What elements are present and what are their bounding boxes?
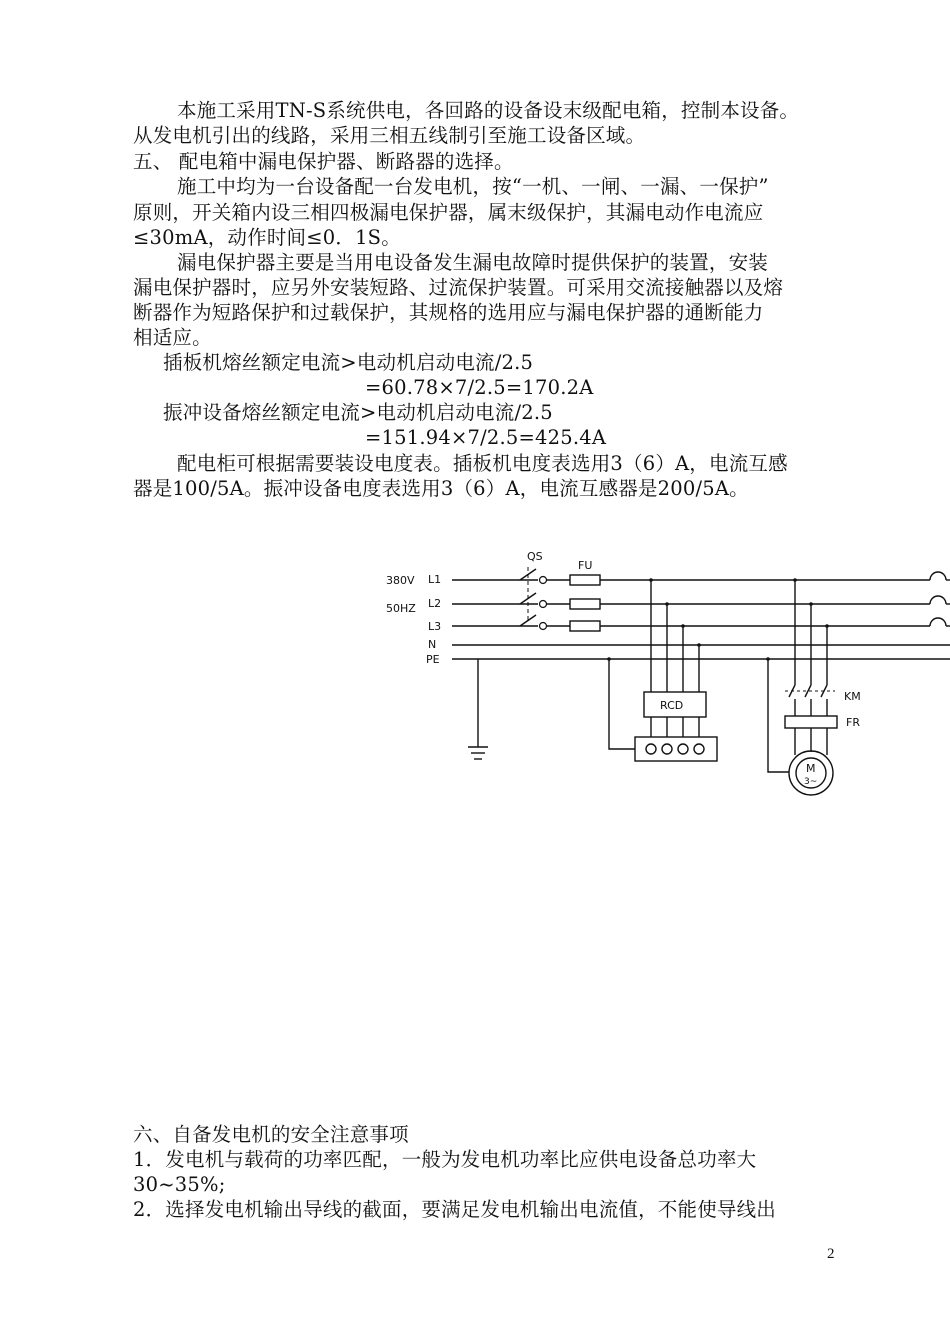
section-heading-5: 五、 配电箱中漏电保护器、断路器的选择。	[133, 150, 514, 173]
formula-line: 插板机熔丝额定电流>电动机启动电流/2.5	[163, 351, 534, 374]
label-l3: L3	[428, 620, 442, 633]
paragraph-line: 漏电保护器时，应另外安装短路、过流保护装置。可采用交流接触器以及熔	[133, 276, 784, 299]
label-fu: FU	[578, 559, 593, 572]
paragraph-line: 施工中均为一台设备配一台发电机，按“一机、一闸、一漏、一保护”	[177, 175, 769, 198]
paragraph-line: ≤30mA，动作时间≤0．1S。	[133, 226, 401, 249]
wiring-diagram	[360, 545, 950, 805]
paragraph-line: 漏电保护器主要是当用电设备发生漏电故障时提供保护的装置，安装	[177, 251, 769, 274]
label-l2: L2	[428, 597, 442, 610]
label-motor: M	[806, 762, 816, 775]
paragraph-line: 断器作为短路保护和过载保护，其规格的选用应与漏电保护器的通断能力	[133, 301, 764, 324]
label-km: KM	[844, 690, 861, 703]
paragraph-line: 本施工采用TN-S系统供电，各回路的设备设末级配电箱，控制本设备。	[177, 99, 800, 122]
formula-line: =60.78×7/2.5=170.2A	[365, 376, 594, 399]
formula-line: =151.94×7/2.5=425.4A	[365, 426, 607, 449]
paragraph-line: 从发电机引出的线路，采用三相五线制引至施工设备区域。	[133, 124, 646, 147]
paragraph-line: 器是100/5A。振冲设备电度表选用3（6）A，电流互感器是200/5A。	[133, 477, 749, 500]
formula-line: 振冲设备熔丝额定电流>电动机启动电流/2.5	[163, 401, 553, 424]
section-heading-6: 六、自备发电机的安全注意事项	[133, 1123, 409, 1146]
label-fr: FR	[846, 716, 860, 729]
label-pe: PE	[426, 653, 440, 666]
label-frequency: 50HZ	[386, 602, 416, 615]
paragraph-line: 相适应。	[133, 326, 212, 349]
label-voltage: 380V	[386, 574, 415, 587]
page-number: 2	[827, 1246, 835, 1262]
paragraph-line: 2．选择发电机输出导线的截面，要满足发电机输出电流值，不能使导线出	[133, 1198, 777, 1221]
label-rcd: RCD	[660, 699, 684, 712]
label-motor-phase: 3~	[804, 777, 818, 787]
paragraph-line: 配电柜可根据需要装设电度表。插板机电度表选用3（6）A，电流互感	[177, 452, 788, 475]
label-n: N	[428, 638, 437, 651]
paragraph-line: 原则，开关箱内设三相四极漏电保护器，属末级保护，其漏电动作电流应	[133, 201, 764, 224]
paragraph-line: 1．发电机与载荷的功率匹配，一般为发电机功率比应供电设备总功率大	[133, 1148, 757, 1171]
label-l1: L1	[428, 573, 442, 586]
label-qs: QS	[527, 550, 543, 563]
paragraph-line: 30~35%;	[133, 1173, 226, 1196]
